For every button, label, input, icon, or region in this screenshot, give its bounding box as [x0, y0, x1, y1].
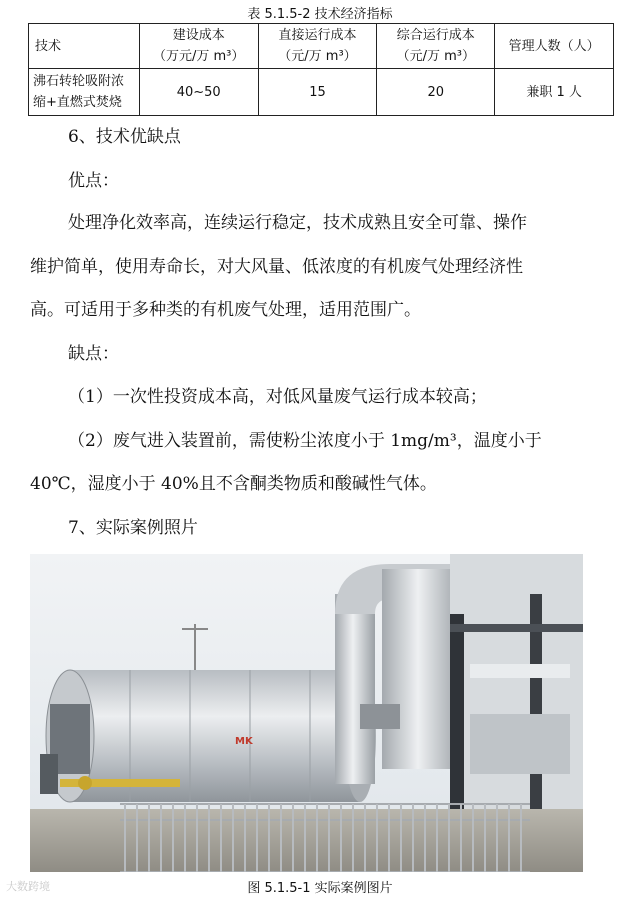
header-direct-cost: 直接运行成本 （元/万 m³） — [258, 24, 377, 69]
cell-direct-cost: 15 — [258, 69, 377, 116]
pros-line-2: 维护简单，使用寿命长，对大风量、低浓度的有机废气处理经济性 — [30, 257, 523, 277]
section6-heading: 6、技术优缺点 — [68, 127, 181, 147]
cons-line-1: （1）一次性投资成本高，对低风量废气运行成本较高； — [68, 387, 487, 407]
cons-label: 缺点： — [68, 344, 119, 364]
pros-line-1: 处理净化效率高，连续运行稳定，技术成熟且安全可靠、操作 — [68, 213, 527, 233]
header-total-cost: 综合运行成本 （元/万 m³） — [377, 24, 495, 69]
table-caption: 表 5.1.5-2 技术经济指标 — [247, 7, 393, 22]
header-staff: 管理人数（人） — [495, 24, 614, 69]
table-row — [29, 69, 614, 116]
header-build-cost: 建设成本 （万元/万 m³） — [139, 24, 258, 69]
pros-line-3: 高。可适用于多种类的有机废气处理，适用范围广。 — [30, 300, 421, 320]
case-photo-illustration — [30, 554, 583, 872]
pros-label: 优点： — [68, 171, 119, 191]
tech-economic-table — [28, 23, 614, 116]
cons-line-3: 40℃，湿度小于 40%且不含酮类物质和酸碱性气体。 — [30, 474, 437, 494]
section7-heading: 7、实际案例照片 — [68, 518, 198, 538]
cell-total-cost: 20 — [377, 69, 495, 116]
cons-line-2: （2）废气进入装置前，需使粉尘浓度小于 1mg/m³，温度小于 — [68, 431, 542, 451]
figure-caption: 图 5.1.5-1 实际案例图片 — [247, 881, 393, 896]
cell-staff: 兼职 1 人 — [495, 69, 614, 116]
tank-logo: MK — [235, 736, 253, 747]
table-header-row — [29, 24, 614, 69]
header-tech: 技术 — [29, 24, 140, 69]
cell-build-cost: 40~50 — [139, 69, 258, 116]
watermark: 大数跨境 — [6, 880, 50, 893]
case-photo — [30, 554, 583, 872]
cell-tech: 沸石转轮吸附浓 缩+直燃式焚烧 — [29, 69, 140, 116]
